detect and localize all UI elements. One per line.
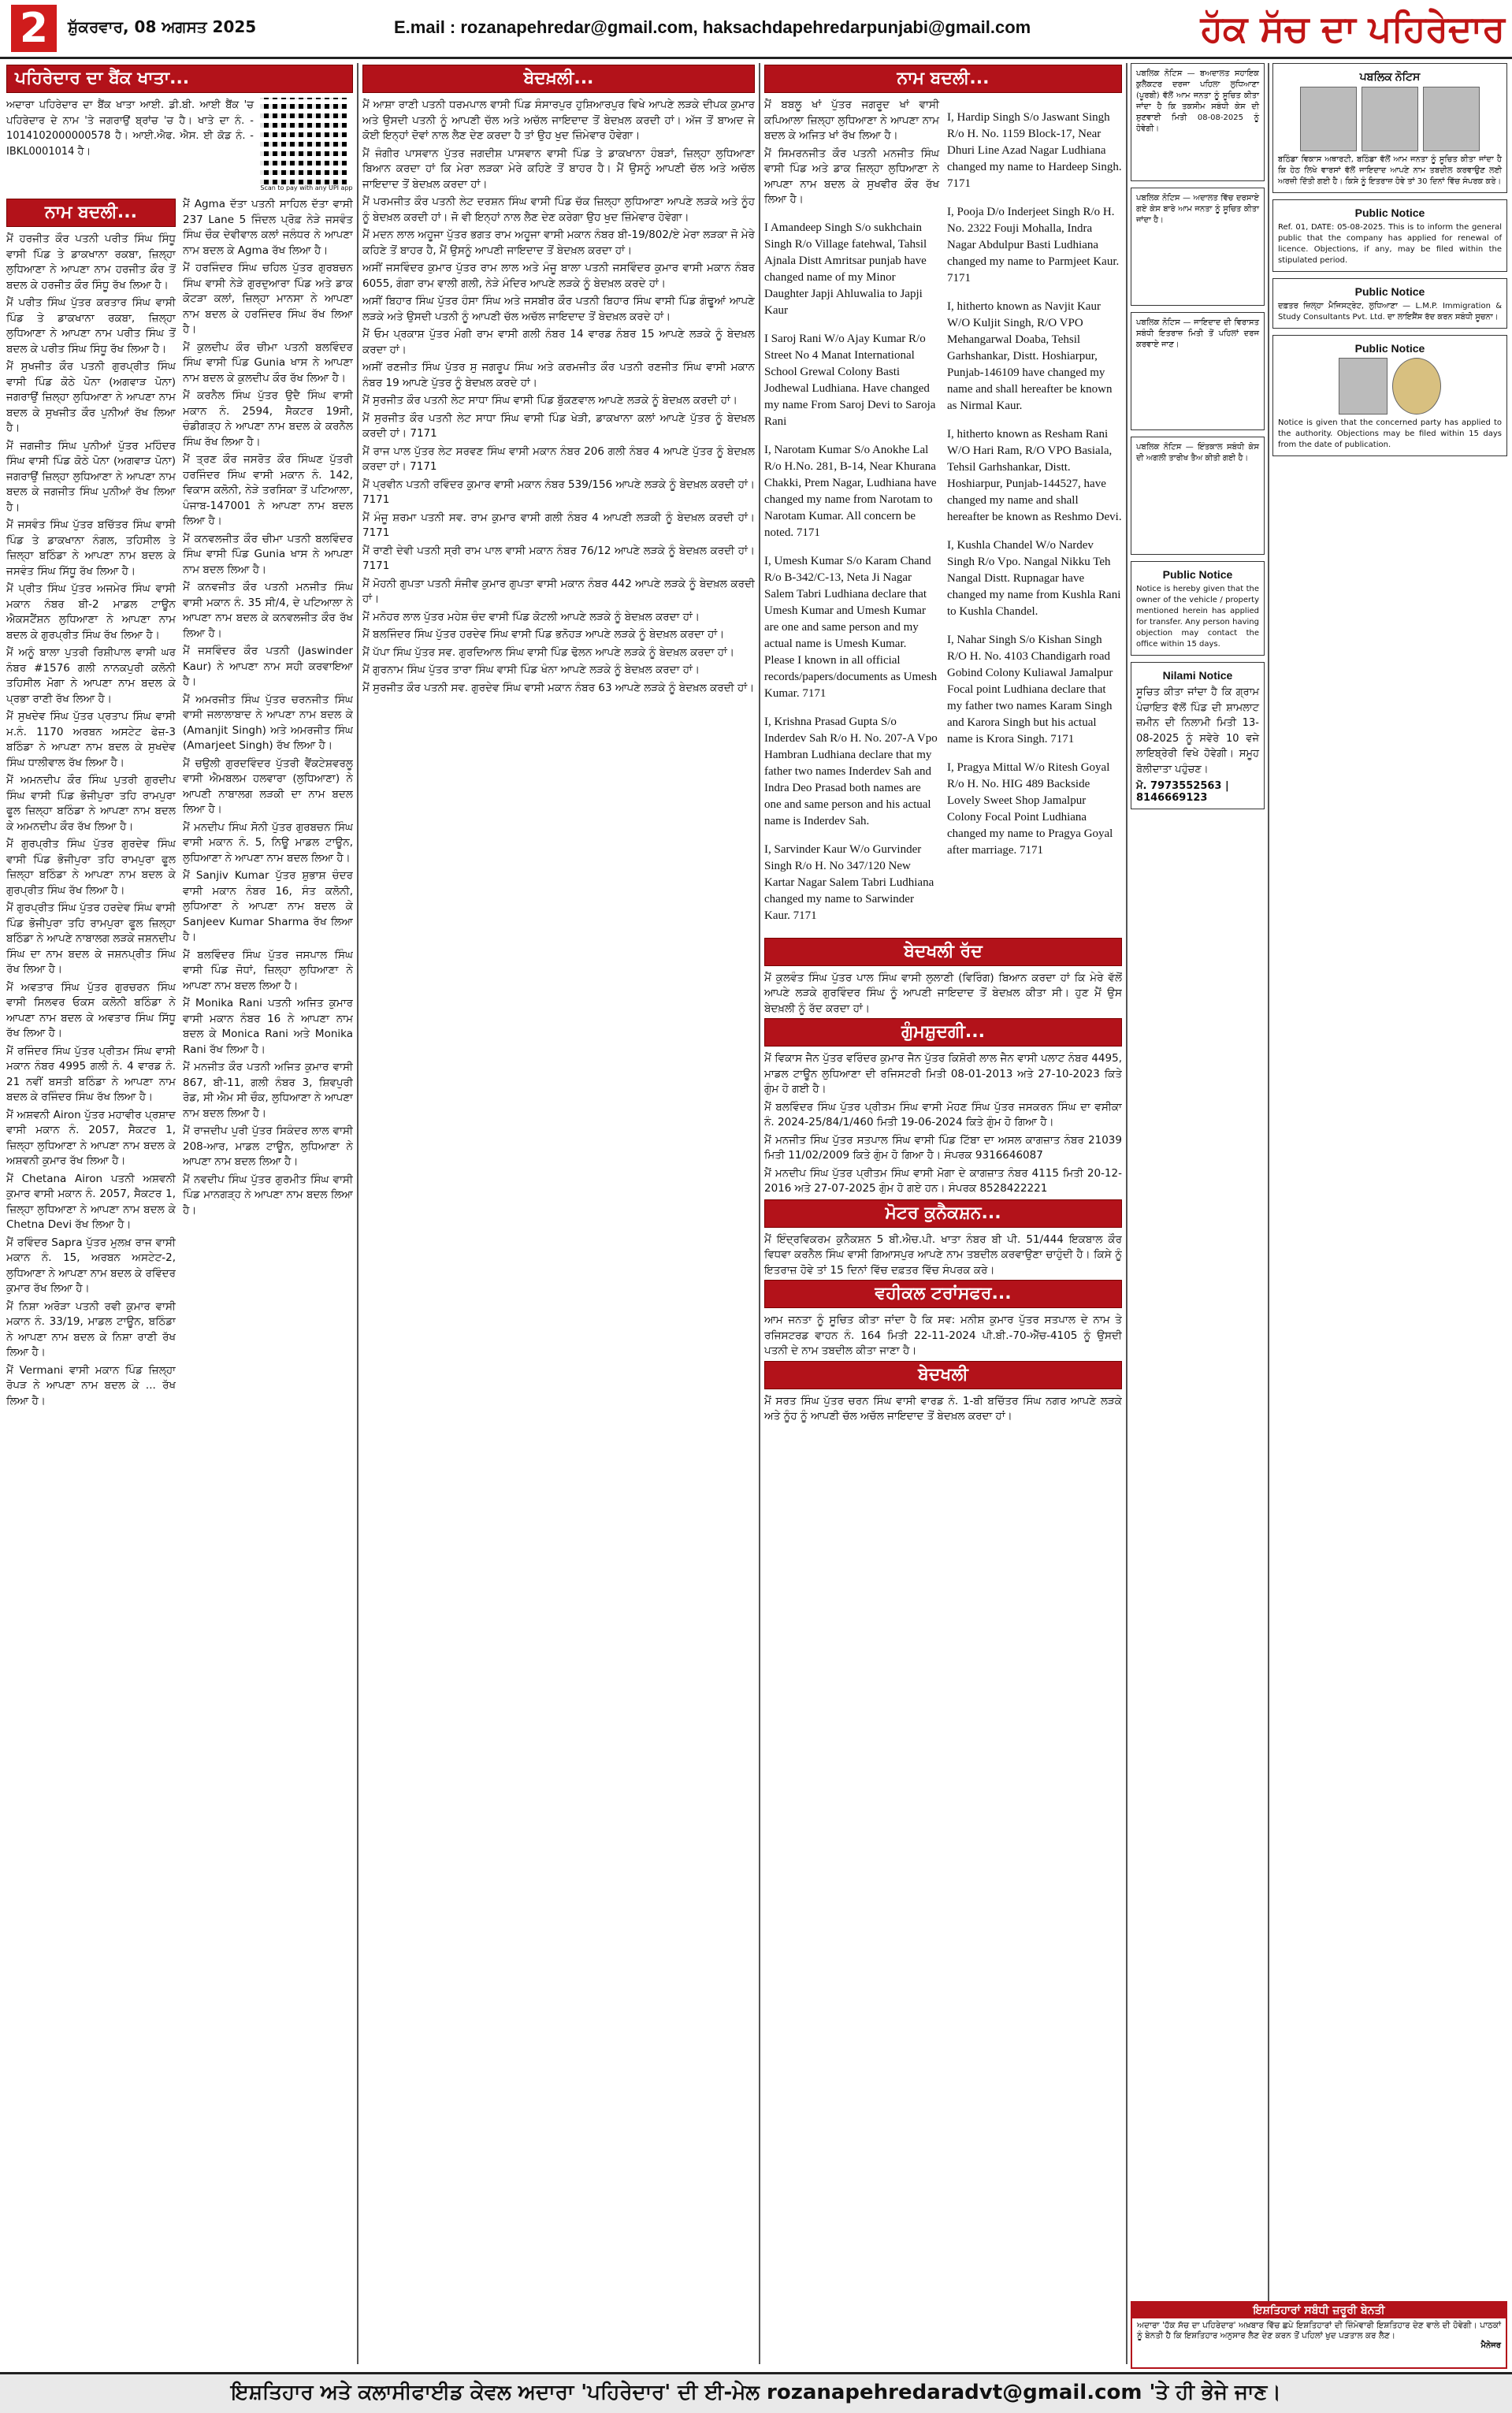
column-1 (6, 197, 176, 2364)
col5-notices (1131, 63, 1265, 555)
list-item: ਮੈਂ ਜਗਜੀਤ ਸਿੰਘ ਪੁਨੀਆਂ ਪੁੱਤਰ ਮਹਿੰਦਰ ਸਿੰਘ ਵਾਸੀ ਪਿੰਡ ਕੋਠੇ ਪੋਨਾ (ਅਗਵਾੜ ਪੋਨਾ) ਜਗਰਾਉਂ ਜ਼ਿਲ੍ਹਾ ਲੁਧਿਆਣਾ ਨੇ ਆਪਣਾ ਨਾਮ ਬਦਲ ਕੇ ਜਗਜੀਤ ਸਿੰਘ ਪੁਨੀਆਂ ਰੱਖ ਲਿਆ ਹੈ। (6, 439, 176, 514)
column-2 (183, 197, 353, 2364)
section-title-vehicle: ਵਹੀਕਲ ਟਰਾਂਸਫਰ... (764, 1280, 1122, 1308)
list-item: ਮੈਂ ਚਉਲੀ ਗੁਰਦਵਿੰਦਰ ਪੁੱਤਰੀ ਵੈਂਕਟੇਸ਼ਵਰਲੂ ਵਾਸੀ ਐਮਬਲਮ ਹਲਵਾਰਾ (ਲੁਧਿਆਣਾ) ਨੇ ਆਪਣੀ ਨਾਬਾਲਗ ਲੜਕੀ ਦਾ ਨਾਮ ਬਦਲ ਲਿਆ ਹੈ। (183, 757, 353, 816)
column-5 (1131, 63, 1265, 2364)
qr-caption: Scan to pay with any UPI app (260, 184, 353, 191)
list-item: ਮੈਂ ਮਨਜੀਤ ਕੌਰ ਪਤਨੀ ਅਜਿਤ ਕੁਮਾਰ ਵਾਸੀ 867, ਬੀ-11, ਗਲੀ ਨੰਬਰ 3, ਸ਼ਿਵਪੁਰੀ ਰੋਡ, ਸੀ ਐਮ ਸੀ ਚੌਕ, ਲੁਧਿਆਣਾ ਨੇ ਆਪਣਾ ਨਾਮ ਬਦਲ ਲਿਆ ਹੈ। (183, 1061, 353, 1120)
list-item: ਅਸੀਂ ਬਿਹਾਰ ਸਿੰਘ ਪੁੱਤਰ ਹੰਸਾ ਸਿੰਘ ਅਤੇ ਜਸਬੀਰ ਕੌਰ ਪਤਨੀ ਬਿਹਾਰ ਸਿੰਘ ਵਾਸੀ ਪਿੰਡ ਗੰਢੂਆਂ ਆਪਣੇ ਲੜਕੇ ਅਤੇ ਉਸਦੀ ਪਤਨੀ ਨੂੰ ਆਪਣੀ ਚੱਲ ਅਚੱਲ ਜਾਇਦਾਦ ਤੋਂ ਬੇਦਖ਼ਲ ਕਰਦੇ ਹਾਂ। (362, 295, 755, 323)
list-item: ਮੈਂ ਗੁਰਪ੍ਰੀਤ ਸਿੰਘ ਪੁੱਤਰ ਗੁਰਦੇਵ ਸਿੰਘ ਵਾਸੀ ਪਿੰਡ ਭੋਜੀਪੁਰਾ ਤਹਿ ਰਾਮਪੁਰਾ ਫੂਲ ਜ਼ਿਲ੍ਹਾ ਬਠਿੰਡਾ ਨੇ ਆਪਣਾ ਨਾਮ ਬਦਲ ਕੇ ਗੁਰਪ੍ਰੀਤ ਸਿੰਘ ਰੱਖ ਲਿਆ ਹੈ। (6, 838, 176, 897)
list-item: ਮੈਂ ਮਦਨ ਲਾਲ ਅਹੂਜਾ ਪੁੱਤਰ ਭਗਤ ਰਾਮ ਅਹੂਜਾ ਵਾਸੀ ਮਕਾਨ ਨੰਬਰ ਬੀ-19/802/ਏ ਮੇਰਾ ਲੜਕਾ ਜੋ ਮੇਰੇ ਕਹਿਣੇ ਤੋਂ ਬਾਹਰ ਹੈ, ਮੈਂ ਉਸਨੂੰ ਆਪਣੀ ਜਾਇਦਾਦ ਤੋਂ ਬੇਦਖ਼ਲ ਕਰਦਾ ਹਾਂ। (362, 229, 755, 257)
list-item: ਮੈਂ ਅਮਨਦੀਪ ਕੌਰ ਸਿੰਘ ਪੁਤਰੀ ਗੁਰਦੀਪ ਸਿੰਘ ਵਾਸੀ ਪਿੰਡ ਭੋਜੀਪੁਰਾ ਤਹਿ ਰਾਮਪੁਰਾ ਫੂਲ ਜ਼ਿਲ੍ਹਾ ਬਠਿੰਡਾ ਨੇ ਆਪਣਾ ਨਾਮ ਬਦਲ ਕੇ ਅਮਨਦੀਪ ਕੌਰ ਰੱਖ ਲਿਆ ਹੈ। (6, 774, 176, 833)
bank-box (6, 98, 353, 191)
portrait-photo (1362, 87, 1418, 151)
list-item: ਮੈਂ ਰਾਣੀ ਦੇਵੀ ਪਤਨੀ ਸ੍ਰੀ ਰਾਮ ਪਾਲ ਵਾਸੀ ਮਕਾਨ ਨੰਬਰ 76/12 ਆਪਣੇ ਲੜਕੇ ਨੂੰ ਬੇਦਖ਼ਲ ਕਰਦੀ ਹਾਂ। 7171 (362, 544, 755, 572)
section-title-bedakhli-2: ਬੇਦਖਲੀ (764, 1361, 1122, 1389)
list-item: ਮੈਂ ਓਮ ਪ੍ਰਕਾਸ਼ ਪੁੱਤਰ ਮੰਗੀ ਰਾਮ ਵਾਸੀ ਗਲੀ ਨੰਬਰ 14 ਵਾਰਡ ਨੰਬਰ 15 ਆਪਣੇ ਲੜਕੇ ਨੂੰ ਬੇਦਖ਼ਲ ਕਰਦਾ ਹਾਂ। (362, 328, 755, 356)
ad-banner-body: ਅਦਾਰਾ 'ਹੱਕ ਸੱਚ ਦਾ ਪਹਿਰੇਦਾਰ' ਅਖ਼ਬਾਰ ਵਿੱਚ ਛਪੇ ਇਸ਼ਤਿਹਾਰਾਂ ਦੀ ਜ਼ਿੰਮੇਵਾਰੀ ਇਸ਼ਤਿਹਾਰ ਦੇਣ ਵਾਲੇ ਦੀ ਹੋਵੇਗੀ। ਪਾਠਕਾਂ ਨੂੰ ਬੇਨਤੀ ਹੈ ਕਿ ਇਸ਼ਤਿਹਾਰ ਅਨੁਸਾਰ ਲੈਣ ਦੇਣ ਕਰਨ ਤੋਂ ਪਹਿਲਾਂ ਖੁਦ ਪੜਤਾਲ ਕਰ ਲੈਣ। (1137, 2321, 1501, 2340)
list-item: I, Pragya Mittal W/o Ritesh Goyal R/o H. No. HIG 489 Backside Lovely Sweet Shop Jamalpur Colony Focal Point Ludhiana changed my name to Pragya Goyal after marriage. 7171 (947, 761, 1113, 857)
portrait-photo (1339, 358, 1388, 415)
list-item: ਮੈਂ ਗੁਰਨਾਮ ਸਿੰਘ ਪੁੱਤਰ ਤਾਰਾ ਸਿੰਘ ਵਾਸੀ ਪਿੰਡ ਖੰਨਾ ਆਪਣੇ ਲੜਕੇ ਨੂੰ ਬੇਦਖ਼ਲ ਕਰਦਾ ਹਾਂ। (362, 664, 700, 676)
section-title-bedakhli: ਬੇਦਖ਼ਲੀ... (362, 65, 755, 93)
list-item: I, Sarvinder Kaur W/o Gurvinder Singh R/o H. No 347/120 New Kartar Nagar Salem Tabri Ludhiana changed my name to Sarwinder Kaur. 7171 (764, 842, 934, 922)
ad-banner-sign: ਮੈਨੇਜਰ (1480, 2341, 1501, 2350)
bank-body: ਅਦਾਰਾ ਪਹਿਰੇਦਾਰ ਦਾ ਬੈਂਕ ਖਾਤਾ ਆਈ. ਡੀ.ਬੀ. ਆਈ ਬੈਂਕ 'ਚ ਪਹਿਰੇਦਾਰ ਦੇ ਨਾਮ 'ਤੇ ਜਗਰਾਉਂ ਬ੍ਰਾਂਚ 'ਚ ਹੈ। ਖਾਤੇ ਦਾ ਨੰ. - 1014102000000578 ਹੈ। ਆਈ.ਐਫ. ਐਸ. ਈ ਕੋਡ ਨੰ. - IBKL0001014 ਹੈ। (6, 99, 254, 158)
column-4 (764, 63, 1122, 2364)
section-title-motor: ਮੋਟਰ ਕੁਨੈਕਸ਼ਨ... (764, 1199, 1122, 1228)
list-item: ਮੈਂ ਪੱਪਾ ਸਿੰਘ ਪੁੱਤਰ ਸਵ. ਗੁਰਦਿਆਲ ਸਿੰਘ ਵਾਸੀ ਪਿੰਡ ਢੋਲਨ ਆਪਣੇ ਲੜਕੇ ਨੂੰ ਬੇਦਖ਼ਲ ਕਰਦਾ ਹਾਂ। (362, 645, 734, 659)
list-item: I, Hardip Singh S/o Jaswant Singh R/o H. No. 1159 Block-17, Near Dhuri Line Azad Nagar Ludhiana changed my name to Hardeep Singh. 7171 (947, 111, 1122, 190)
list-item: ਮੈਂ ਜਸਵੰਤ ਸਿੰਘ ਪੁੱਤਰ ਬਚਿੱਤਰ ਸਿੰਘ ਵਾਸੀ ਪਿੰਡ ਤੇ ਡਾਕਖਾਨਾ ਨੰਗਲ, ਤਹਿਸੀਲ ਤੇ ਜ਼ਿਲ੍ਹਾ ਬਠਿੰਡਾ ਨੇ ਆਪਣਾ ਨਾਮ ਬਦਲ ਕੇ ਜਸਵੰਤ ਸਿੰਘ ਸਿੱਧੂ ਰੱਖ ਲਿਆ ਹੈ। (6, 519, 176, 578)
list-item: ਮੈਂ ਸੁਖਦੇਵ ਸਿੰਘ ਪੁੱਤਰ ਪ੍ਰਤਾਪ ਸਿੰਘ ਵਾਸੀ ਮ.ਨੰ. 1170 ਅਰਬਨ ਅਸਟੇਟ ਫੇਜ਼-3 ਬਠਿੰਡਾ ਨੇ ਆਪਣਾ ਨਾਮ ਬਦਲ ਕੇ ਸੁਖਦੇਵ ਸਿੰਘ ਧਾਲੀਵਾਲ ਰੱਖ ਲਿਆ ਹੈ। (6, 710, 176, 769)
list-item: I, Kushla Chandel W/o Nardev Singh R/o Vpo. Nangal Nikku Teh Nangal Distt. Rupnagar have changed my name from Kushla Rani to Kushla Chandel. (947, 539, 1121, 618)
list-item: ਮੈਂ ਕਰਨੈਲ ਸਿੰਘ ਪੁੱਤਰ ਉਦੈ ਸਿੰਘ ਵਾਸੀ ਮਕਾਨ ਨੰ. 2594, ਸੈਕਟਰ 19ਸੀ, ਚੰਡੀਗੜ੍ਹ ਨੇ ਆਪਣਾ ਨਾਮ ਬਦਲ ਕੇ ਕਰਨੈਲ ਸਿੰਘ ਰੱਖ ਲਿਆ ਹੈ। (183, 389, 353, 448)
section-title-name-change-2: ਨਾਮ ਬਦਲੀ... (764, 65, 1122, 93)
list-item: ਮੈਂ ਬਲਜਿੰਦਰ ਸਿੰਘ ਪੁੱਤਰ ਹਰਦੇਵ ਸਿੰਘ ਵਾਸੀ ਪਿੰਡ ਭਨੋਹੜ ਆਪਣੇ ਲੜਕੇ ਨੂੰ ਬੇਦਖ਼ਲ ਕਰਦਾ ਹਾਂ। (362, 628, 725, 641)
list-item: ਮੈਂ ਪਰਮਜੀਤ ਕੌਰ ਪਤਨੀ ਲੇਟ ਦਰਸ਼ਨ ਸਿੰਘ ਵਾਸੀ ਪਿੰਡ ਚੱਕ ਜ਼ਿਲ੍ਹਾ ਲੁਧਿਆਣਾ ਆਪਣੇ ਲੜਕੇ ਅਤੇ ਨੂੰਹ ਨੂੰ ਬੇਦਖ਼ਲ ਕਰਦੀ ਹਾਂ। ਜੋ ਵੀ ਇਨ੍ਹਾਂ ਨਾਲ ਲੈਣ ਦੇਣ ਕਰੇਗਾ ਉਹ ਖੁਦ ਜ਼ਿੰਮੇਵਾਰ ਹੋਵੇਗਾ। (362, 195, 755, 224)
list-item: ਮੈਂ ਪ੍ਰਵੀਨ ਪਤਨੀ ਰਵਿੰਦਰ ਕੁਮਾਰ ਵਾਸੀ ਮਕਾਨ ਨੰਬਰ 539/156 ਆਪਣੇ ਲੜਕੇ ਨੂੰ ਬੇਦਖ਼ਲ ਕਰਦੀ ਹਾਂ। 7171 (362, 478, 755, 506)
list-item: ਮੈਂ ਅਨੂੰ ਬਾਲਾ ਪੁਤਰੀ ਰਿਸ਼ੀਪਾਲ ਵਾਸੀ ਘਰ ਨੰਬਰ #1576 ਗਲੀ ਨਾਨਕਪੁਰੀ ਕਲੋਨੀ ਤਹਿਸੀਲ ਮੋਗਾ ਨੇ ਆਪਣਾ ਨਾਮ ਬਦਲ ਕੇ ਪ੍ਰਭਾ ਰਾਣੀ ਰੱਖ ਲਿਆ ਹੈ। (6, 646, 176, 705)
list-item: ਮੈਂ ਅਵਤਾਰ ਸਿੰਘ ਪੁੱਤਰ ਗੁਰਚਰਨ ਸਿੰਘ ਵਾਸੀ ਸਿਲਵਰ ਓਕਸ ਕਲੋਨੀ ਬਠਿੰਡਾ ਨੇ ਆਪਣਾ ਨਾਮ ਬਦਲ ਕੇ ਅਵਤਾਰ ਸਿੰਘ ਸਿੱਧੂ ਰੱਖ ਲਿਆ ਹੈ। (6, 980, 176, 1039)
ad-request-banner (1131, 2301, 1507, 2369)
list-item: ਮੈਂ ਮੰਜੂ ਸ਼ਰਮਾ ਪਤਨੀ ਸਵ. ਰਾਮ ਕੁਮਾਰ ਵਾਸੀ ਗਲੀ ਨੰਬਰ 4 ਆਪਣੀ ਲੜਕੀ ਨੂੰ ਬੇਦਖ਼ਲ ਕਰਦੀ ਹਾਂ। 7171 (362, 511, 755, 539)
nilami-contact: ਮੋ. 7973552563 | 8146669123 (1136, 780, 1229, 804)
notice-box-2 (1272, 199, 1507, 272)
bedakhli-radd-text: ਮੈਂ ਕੁਲਵੰਤ ਸਿੰਘ ਪੁੱਤਰ ਪਾਲ ਸਿੰਘ ਵਾਸੀ ਲੁਲਾਣੀ (ਵਿਰਿੰਗ) ਬਿਆਨ ਕਰਦਾ ਹਾਂ ਕਿ ਮੇਰੇ ਵੱਲੋਂ ਆਪਣੇ ਲੜਕੇ ਗੁਰਵਿੰਦਰ ਸਿੰਘ ਨੂੰ ਆਪਣੀ ਜਾਇਦਾਦ ਤੋਂ ਬੇਦਖ਼ਲ ਕੀਤਾ ਸੀ। ਹੁਣ ਮੈਂ ਉਸ ਬੇਦਖ਼ਲੀ ਨੂੰ ਰੱਦ ਕਰਦਾ ਹਾਂ। (764, 971, 1122, 1015)
list-item: I Saroj Rani W/o Ajay Kumar R/o Street No 4 Manat International School Grewal Colony Basti Jodhewal Ludhiana. Have changed my name From Saroj Devi to Saroja Rani (764, 332, 936, 428)
col2-list (183, 197, 353, 1218)
list-item: ਮੈਂ ਕਨਵਲਜੀਤ ਕੌਰ ਚੀਮਾ ਪਤਨੀ ਬਲਵਿੰਦਰ ਸਿੰਘ ਵਾਸੀ ਪਿੰਡ Gunia ਖਾਸ ਨੇ ਆਪਣਾ ਨਾਮ ਬਦਲ ਲਿਆ ਹੈ। (183, 532, 353, 576)
gumshudgi-list (764, 1051, 1122, 1197)
list-item: ਮੈਂ ਆਸ਼ਾ ਰਾਣੀ ਪਤਨੀ ਧਰਮਪਾਲ ਵਾਸੀ ਪਿੰਡ ਸੰਸਾਰਪੁਰ ਹੁਸ਼ਿਆਰਪੁਰ ਵਿਖੇ ਆਪਣੇ ਲੜਕੇ ਦੀਪਕ ਕੁਮਾਰ ਅਤੇ ਉਸਦੀ ਪਤਨੀ ਨੂੰ ਆਪਣੀ ਚੱਲ ਅਤੇ ਅਚੱਲ ਜਾਇਦਾਦ ਤੋਂ ਬੇਦਖ਼ਲ ਕਰਦੀ ਹਾਂ। ਅੱਜ ਤੋਂ ਬਾਅਦ ਜੇ ਕੋਈ ਇਨ੍ਹਾਂ ਦੋਵਾਂ ਨਾਲ ਲੈਣ ਦੇਣ ਕਰਦਾ ਹੈ ਤਾਂ ਉਹ ਖੁਦ ਜ਼ਿੰਮੇਵਾਰ ਹੋਵੇਗਾ। (362, 99, 755, 142)
list-item: ਮੈਂ ਸੁਖਜੀਤ ਕੌਰ ਪਤਨੀ ਗੁਰਪ੍ਰੀਤ ਸਿੰਘ ਵਾਸੀ ਪਿੰਡ ਕੋਠੇ ਪੋਨਾ (ਅਗਵਾੜ ਪੋਨਾ) ਜਗਰਾਉਂ ਜ਼ਿਲ੍ਹਾ ਲੁਧਿਆਣਾ ਨੇ ਆਪਣਾ ਨਾਮ ਬਦਲ ਕੇ ਸੁਖਜੀਤ ਕੌਰ ਪੁਨੀਆਂ ਰੱਖ ਲਿਆ ਹੈ। (6, 360, 176, 434)
col4-english-list-2 (947, 110, 1122, 859)
notice2-body: Ref. 01, DATE: 05-08-2025. This is to inform the general public that the company has applied for renewal of licence. Objections, if any, may be filed within the stipulated period. (1278, 223, 1502, 265)
list-item: I, hitherto known as Navjit Kaur W/O Kuljit Singh, R/O VPO Mehangarwal Doaba, Tehsil Garhshankar, Distt. Hoshiarpur, Punjab-146109 have changed my name and shall hereafter be known as Nirmal Kaur. (947, 300, 1113, 412)
list-item: I, Krishna Prasad Gupta S/o Inderdev Sah R/o H. No. 207-A Vpo Hambran Ludhiana declare that my father two names Inderdev Sah and Indra Deo Prasad both names are one and same person and his actual name is Inderdev Sah. (764, 715, 938, 827)
list-item: ਮੈਂ ਬਲਵਿੰਦਰ ਸਿੰਘ ਪੁੱਤਰ ਜਸਪਾਲ ਸਿੰਘ ਵਾਸੀ ਪਿੰਡ ਜੋਧਾਂ, ਜ਼ਿਲ੍ਹਾ ਲੁਧਿਆਣਾ ਨੇ ਆਪਣਾ ਨਾਮ ਬਦਲ ਲਿਆ ਹੈ। (183, 948, 353, 992)
list-item: ਮੈਂ ਮਨਦੀਪ ਸਿੰਘ ਪੁੱਤਰ ਪ੍ਰੀਤਮ ਸਿੰਘ ਵਾਸੀ ਮੋਗਾ ਦੇ ਕਾਗਜ਼ਾਤ ਨੰਬਰ 4115 ਮਿਤੀ 20-12-2016 ਅਤੇ 27-07-2025 ਗੁੰਮ ਹੋ ਗਏ ਹਨ। ਸੰਪਰਕ 8528422221 (764, 1166, 1122, 1195)
notice1-title: ਪਬਲਿਕ ਨੋਟਿਸ (1359, 70, 1421, 83)
list-item: ਮੈਂ Monika Rani ਪਤਨੀ ਅਜਿਤ ਕੁਮਾਰ ਵਾਸੀ ਮਕਾਨ ਨੰਬਰ 16 ਨੇ ਆਪਣਾ ਨਾਮ ਬਦਲ ਕੇ Monica Rani ਅਤੇ Monika Rani ਰੱਖ ਲਿਆ ਹੈ। (183, 997, 353, 1056)
list-item: ਮੈਂ ਨਿਸ਼ਾ ਅਰੋੜਾ ਪਤਨੀ ਰਵੀ ਕੁਮਾਰ ਵਾਸੀ ਮਕਾਨ ਨੰ. 33/19, ਮਾਡਲ ਟਾਊਨ, ਬਠਿੰਡਾ ਨੇ ਆਪਣਾ ਨਾਮ ਬਦਲ ਕੇ ਨਿਸ਼ਾ ਰਾਣੀ ਰੱਖ ਲਿਆ ਹੈ। (6, 1299, 176, 1359)
list-item: I, Narotam Kumar S/o Anokhe Lal R/o H.No. 281, B-14, Near Khurana Chakki, Prem Nagar, Ludhiana have changed my name from Narotam to Narotam Kumar. All concern be noted. 7171 (764, 443, 937, 539)
list-item: ਮੈਂ ਸੁਰਜੀਤ ਕੌਰ ਪਤਨੀ ਲੇਟ ਸਾਧਾ ਸਿੰਘ ਵਾਸੀ ਪਿੰਡ ਖੇੜੀ, ਡਾਕਖਾਨਾ ਕਲਾਂ ਆਪਣੇ ਪੁੱਤਰ ਨੂੰ ਬੇਦਖ਼ਲ ਕਰਦੀ ਹਾਂ। 7171 (362, 411, 755, 440)
list-item: I, hitherto known as Resham Rani W/O Hari Ram, R/O VPO Basiala, Tehsil Garhshankar, Distt. Hoshiarpur, Punjab-144527, have changed my name and shall hereafter be known as Reshmo Devi. (947, 428, 1122, 523)
vehicle-text: ਆਮ ਜਨਤਾ ਨੂੰ ਸੂਚਿਤ ਕੀਤਾ ਜਾਂਦਾ ਹੈ ਕਿ ਸਵ: ਮਨੀਸ਼ ਕੁਮਾਰ ਪੁੱਤਰ ਸਤਪਾਲ ਦੇ ਨਾਮ ਤੇ ਰਜਿਸਟਰਡ ਵਾਹਨ ਨੰ. 164 ਮਿਤੀ 22-11-2024 ਪੀ.ਬੀ.-70-ਐੱਚ-4105 ਨੂੰ ਉਸਦੀ ਪਤਨੀ ਦੇ ਨਾਮ ਤਬਦੀਲ ਕੀਤਾ ਜਾਣਾ ਹੈ। (764, 1314, 1122, 1357)
list-item: ਮੈਂ ਕੁਲਦੀਪ ਕੌਰ ਚੀਮਾ ਪਤਨੀ ਬਲਵਿੰਦਰ ਸਿੰਘ ਵਾਸੀ ਪਿੰਡ Gunia ਖਾਸ ਨੇ ਆਪਣਾ ਨਾਮ ਬਦਲ ਕੇ ਕੁਲਦੀਪ ਕੌਰ ਰੱਖ ਲਿਆ ਹੈ। (183, 340, 353, 385)
list-item: I, Umesh Kumar S/o Karam Chand R/o B-342/C-13, Neta Ji Nagar Salem Tabri Ludhiana declare that Umesh Kumar and Umesh Kumar are one and same person and my actual name is Umesh Kumar. Please I known in all official records/papers/documents as Umesh Kumar. 7171 (764, 554, 938, 700)
list-item: ਮੈਂ Sanjiv Kumar ਪੁੱਤਰ ਸ਼ੁਭਾਸ਼ ਚੰਦਰ ਵਾਸੀ ਮਕਾਨ ਨੰਬਰ 16, ਸੰਤ ਕਲੋਨੀ, ਲੁਧਿਆਣਾ ਨੇ ਆਪਣਾ ਨਾਮ ਬਦਲ ਕੇ Sanjeev Kumar Sharma ਰੱਖ ਲਿਆ ਹੈ। (183, 869, 353, 943)
court-notice: ਪਬਲਿਕ ਨੋਟਿਸ — ਜਾਇਦਾਦ ਦੀ ਵਿਰਾਸਤ ਸਬੰਧੀ ਇਤਰਾਜ਼ ਮਿਤੀ ਤੋਂ ਪਹਿਲਾਂ ਦਰਜ ਕਰਵਾਏ ਜਾਣ। (1131, 312, 1265, 430)
notice4-title: Public Notice (1354, 342, 1425, 355)
list-item: I, Nahar Singh S/o Kishan Singh R/O H. No. 4103 Chandigarh road Gobind Colony Kuliawal Jamalpur Focal point Ludhiana declare that my father two names Karam Singh and Karora Singh but his actual name is Krora Singh. 7171 (947, 634, 1113, 745)
list-item: ਮੈਂ ਸੁਰਜੀਤ ਕੌਰ ਪਤਨੀ ਸਵ. ਗੁਰਦੇਵ ਸਿੰਘ ਵਾਸੀ ਮਕਾਨ ਨੰਬਰ 63 ਆਪਣੇ ਲੜਕੇ ਨੂੰ ਬੇਦਖ਼ਲ ਕਰਦੀ ਹਾਂ। (362, 681, 755, 694)
public-notice-title: Public Notice (1162, 568, 1233, 581)
list-item: ਮੈਂ ਜਸਵਿੰਦਰ ਕੌਰ ਪਤਨੀ (Jaswinder Kaur) ਨੇ ਆਪਣਾ ਨਾਮ ਸਹੀ ਕਰਵਾਇਆ ਹੈ। (183, 645, 353, 688)
col1-list (6, 232, 176, 1409)
list-item: ਮੈਂ ਮਨੋਹਰ ਲਾਲ ਪੁੱਤਰ ਮਹੇਸ਼ ਚੰਦ ਵਾਸੀ ਪਿੰਡ ਕੋਟਲੀ ਆਪਣੇ ਲੜਕੇ ਨੂੰ ਬੇਦਖ਼ਲ ਕਰਦਾ ਹਾਂ। (362, 610, 700, 623)
col4-english-list (764, 220, 939, 924)
list-item: ਮੈਂ ਜੰਗੀਰ ਪਾਸਵਾਨ ਪੁੱਤਰ ਜਗਦੀਸ਼ ਪਾਸਵਾਨ ਵਾਸੀ ਪਿੰਡ ਤੇ ਡਾਕਖਾਨਾ ਹੰਬੜਾਂ, ਜ਼ਿਲ੍ਹਾ ਲੁਧਿਆਣਾ ਬਿਆਨ ਕਰਦਾ ਹਾਂ ਕਿ ਮੇਰਾ ਲੜਕਾ ਮੇਰੇ ਕਹਿਣੇ ਤੋਂ ਬਾਹਰ ਹੈ। ਮੈਂ ਉਸਨੂੰ ਆਪਣੀ ਚੱਲ ਅਤੇ ਅਚੱਲ ਜਾਇਦਾਦ ਤੋਂ ਬੇਦਖ਼ਲ ਕਰਦਾ ਹਾਂ। (362, 147, 755, 191)
list-item: ਮੈਂ ਰਜਿੰਦਰ ਸਿੰਘ ਪੁੱਤਰ ਪ੍ਰੀਤਮ ਸਿੰਘ ਵਾਸੀ ਮਕਾਨ ਨੰਬਰ 4995 ਗਲੀ ਨੰ. 4 ਵਾਰਡ ਨੰ. 21 ਨਵੀਂ ਬਸਤੀ ਬਠਿੰਡਾ ਨੇ ਆਪਣਾ ਨਾਮ ਬਦਲ ਕੇ ਰਜਿੰਦਰ ਸਿੰਘ ਰੱਖ ਲਿਆ ਹੈ। (6, 1044, 176, 1103)
list-item: ਮੈਂ ਗੁਰਪ੍ਰੀਤ ਸਿੰਘ ਪੁੱਤਰ ਹਰਦੇਵ ਸਿੰਘ ਵਾਸੀ ਪਿੰਡ ਭੋਜੀਪੁਰਾ ਤਹਿ ਰਾਮਪੁਰਾ ਫੂਲ ਜ਼ਿਲ੍ਹਾ ਬਠਿੰਡਾ ਨੇ ਆਪਣੇ ਨਾਬਾਲਗ ਲੜਕੇ ਜਸ਼ਨਦੀਪ ਸਿੰਘ ਦਾ ਨਾਮ ਬਦਲ ਕੇ ਜਸ਼ਨਪ੍ਰੀਤ ਸਿੰਘ ਰੱਖ ਲਿਆ ਹੈ। (6, 902, 176, 976)
notice4-body: Notice is given that the concerned party has applied to the authority. Objections may be filed within 15 days from the date of publication. (1278, 418, 1502, 449)
portrait-photo (1300, 87, 1357, 151)
list-item: ਮੈਂ ਬਲਵਿੰਦਰ ਸਿੰਘ ਪੁੱਤਰ ਪ੍ਰੀਤਮ ਸਿੰਘ ਵਾਸੀ ਮੋਹਣ ਸਿੰਘ ਪੁੱਤਰ ਜਸਕਰਨ ਸਿੰਘ ਦਾ ਵਸੀਕਾ ਨੰ. 2024-25/84/1/460 ਮਿਤੀ 19-06-2024 ਕਿਤੇ ਗੁੰਮ ਹੋ ਗਿਆ ਹੈ। (764, 1100, 1122, 1128)
portrait-photo (1423, 87, 1480, 151)
public-notice-box (1131, 561, 1265, 656)
list-item: ਮੈਂ Agma ਦੱਤਾ ਪਤਨੀ ਸਾਹਿਲ ਦੱਤਾ ਵਾਸੀ 237 Lane 5 ਜਿੰਦਲ ਪ੍ਰੋਫ਼ ਨੇੜੇ ਜਸਵੰਤ ਸਿੰਘ ਚੌਕ ਦੇਵੀਵਾਲ ਕਲਾਂ ਜਲੰਧਰ ਨੇ ਆਪਣਾ ਨਾਮ ਬਦਲ ਕੇ Agma ਰੱਖ ਲਿਆ ਹੈ। (183, 198, 353, 257)
notice3-title: Public Notice (1354, 285, 1425, 298)
motor-text: ਮੈਂ ਇੰਦ੍ਰਵਿਕਰਮ ਕੁਨੈਕਸ਼ਨ 5 ਬੀ.ਐਚ.ਪੀ. ਖਾਤਾ ਨੰਬਰ ਬੀ ਪੀ. 51/444 ਇਕਬਾਲ ਕੌਰ ਵਿਧਵਾ ਕਰਨੈਲ ਸਿੰਘ ਵਾਸੀ ਗਿਆਸਪੁਰ ਆਪਣੇ ਨਾਮ ਤਬਦੀਲ ਕਰਵਾਉਣਾ ਚਾਹੁੰਦੀ ਹੈ। ਕਿਸੇ ਨੂੰ ਇਤਰਾਜ਼ ਹੋਵੇ ਤਾਂ 15 ਦਿਨਾਂ ਵਿੱਚ ਦਫ਼ਤਰ ਵਿੱਚ ਸੰਪਰਕ ਕਰੇ। (764, 1233, 1122, 1277)
footer-strip: ਇਸ਼ਤਿਹਾਰ ਅਤੇ ਕਲਾਸੀਫਾਈਡ ਕੇਵਲ ਅਦਾਰਾ 'ਪਹਿਰੇਦਾਰ' ਦੀ ਈ-ਮੇਲ rozanapehredaradvt@gmail.com 'ਤੇ ਹੀ ਭੇਜੇ ਜਾਣ। (0, 2372, 1512, 2413)
list-item: ਮੈਂ Chetana Airon ਪਤਨੀ ਅਸ਼ਵਨੀ ਕੁਮਾਰ ਵਾਸੀ ਮਕਾਨ ਨੰ. 2057, ਸੈਕਟਰ 1, ਜ਼ਿਲ੍ਹਾ ਲੁਧਿਆਣਾ ਨੇ ਆਪਣਾ ਨਾਮ ਬਦਲ ਕੇ Chetna Devi ਰੱਖ ਲਿਆ ਹੈ। (6, 1172, 176, 1231)
notice1-body: ਬਠਿੰਡਾ ਵਿਕਾਸ ਅਥਾਰਟੀ, ਬਠਿੰਡਾ ਵੱਲੋਂ ਆਮ ਜਨਤਾ ਨੂੰ ਸੂਚਿਤ ਕੀਤਾ ਜਾਂਦਾ ਹੈ ਕਿ ਹੇਠ ਲਿਖੇ ਵਾਰਸਾਂ ਵੱਲੋਂ ਜਾਇਦਾਦ ਆਪਣੇ ਨਾਮ ਤਬਦੀਲ ਕਰਵਾਉਣ ਲਈ ਅਰਜ਼ੀ ਦਿੱਤੀ ਗਈ ਹੈ। ਕਿਸੇ ਨੂੰ ਇਤਰਾਜ਼ ਹੋਵੇ ਤਾਂ 30 ਦਿਨਾਂ ਵਿੱਚ ਸੰਪਰਕ ਕਰੇ। (1278, 155, 1502, 186)
column-divider (1126, 63, 1127, 2364)
photo-row (1278, 358, 1502, 415)
list-item: ਮੈਂ ਸਿਮਰਨਜੀਤ ਕੌਰ ਪਤਨੀ ਮਨਜੀਤ ਸਿੰਘ ਵਾਸੀ ਪਿੰਡ ਅਤੇ ਡਾਕ ਜ਼ਿਲ੍ਹਾ ਲੁਧਿਆਣਾ ਨੇ ਆਪਣਾ ਨਾਮ ਬਦਲ ਕੇ ਸੁਖਵੀਰ ਕੌਰ ਰੱਖ ਲਿਆ ਹੈ। (764, 147, 939, 206)
list-item: I Amandeep Singh S/o sukhchain Singh R/o Village fatehwal, Tahsil Ajnala Distt Amritsar punjab have changed name of my Minor Daughter Japji Ahluwalia to Japji Kaur (764, 221, 927, 317)
list-item: ਮੈਂ ਪਰੀਤ ਸਿੰਘ ਪੁੱਤਰ ਕਰਤਾਰ ਸਿੰਘ ਵਾਸੀ ਪਿੰਡ ਤੇ ਡਾਕਖਾਨਾ ਰਕਬਾ, ਜ਼ਿਲ੍ਹਾ ਲੁਧਿਆਣਾ ਨੇ ਆਪਣਾ ਨਾਮ ਪਰੀਤ ਸਿੰਘ ਤੋਂ ਬਦਲ ਕੇ ਪਰੀਤ ਸਿੰਘ ਸਿੰਧੂ ਰੱਖ ਲਿਆ ਹੈ। (6, 296, 176, 355)
column-divider (1268, 63, 1269, 2364)
list-item: ਮੈਂ ਕਨਵਜੀਤ ਕੌਰ ਪਤਨੀ ਮਨਜੀਤ ਸਿੰਘ ਵਾਸੀ ਮਕਾਨ ਨੰ. 35 ਸੀ/4, ਦੇ ਪਟਿਆਲਾ ਨੇ ਆਪਣਾ ਨਾਮ ਬਦਲ ਕੇ ਕਨਵਲਜੀਤ ਕੌਰ ਰੱਖ ਲਿਆ ਹੈ। (183, 581, 353, 640)
list-item: ਮੈਂ ਰਾਜ ਪਾਲ ਪੁੱਤਰ ਲੇਟ ਸਰਵਣ ਸਿੰਘ ਵਾਸੀ ਮਕਾਨ ਨੰਬਰ 206 ਗਲੀ ਨੰਬਰ 4 ਆਪਣੇ ਪੁੱਤਰ ਨੂੰ ਬੇਦਖ਼ਲ ਕਰਦਾ ਹਾਂ। 7171 (362, 444, 755, 473)
list-item: ਮੈਂ ਬਬਲੂ ਖਾਂ ਪੁੱਤਰ ਜਗਰੂਦ ਖਾਂ ਵਾਸੀ ਕਪਿਆਲਾ ਜ਼ਿਲ੍ਹਾ ਲੁਧਿਆਣਾ ਨੇ ਆਪਣਾ ਨਾਮ ਬਦਲ ਕੇ ਅਜਿਤ ਖਾਂ ਰੱਖ ਲਿਆ ਹੈ। (764, 99, 939, 142)
notice-box-3 (1272, 278, 1507, 329)
list-item: ਮੈਂ ਵਿਕਾਸ ਜੈਨ ਪੁੱਤਰ ਵਰਿੰਦਰ ਕੁਮਾਰ ਜੈਨ ਪੁੱਤਰ ਕਿਸ਼ੋਰੀ ਲਾਲ ਜੈਨ ਵਾਸੀ ਪਲਾਟ ਨੰਬਰ 4495, ਮਾਡਲ ਟਾਊਨ ਲੁਧਿਆਣਾ ਦੀ ਰਜਿਸਟਰੀ ਮਿਤੀ 08-01-2013 ਅਤੇ 27-10-2023 ਕਿਤੇ ਗੁੰਮ ਹੋ ਗਈ ਹੈ। (764, 1052, 1122, 1095)
list-item: ਮੈਂ ਪ੍ਰੀਤ ਸਿੰਘ ਪੁੱਤਰ ਅਜਮੇਰ ਸਿੰਘ ਵਾਸੀ ਮਕਾਨ ਨੰਬਰ ਬੀ-2 ਮਾਡਲ ਟਾਊਨ ਐਕਸਟੈਂਸ਼ਨ ਲੁਧਿਆਣਾ ਨੇ ਆਪਣਾ ਨਾਮ ਬਦਲ ਕੇ ਗੁਰਪ੍ਰੀਤ ਸਿੰਘ ਰੱਖ ਲਿਆ ਹੈ। (6, 582, 176, 641)
list-item: I, Pooja D/o Inderjeet Singh R/o H. No. 2322 Fouji Mohalla, Indra Nagar Abdulpur Basti Ludhiana changed my name to Parmjeet Kaur. 7171 (947, 206, 1120, 284)
list-item: ਮੈਂ ਅਮਰਜੀਤ ਸਿੰਘ ਪੁੱਤਰ ਚਰਨਜੀਤ ਸਿੰਘ ਵਾਸੀ ਜਲਾਲਾਬਾਦ ਨੇ ਆਪਣਾ ਨਾਮ ਬਦਲ ਕੇ (Amanjit Singh) ਅਤੇ ਅਮਰਜੀਤ ਸਿੰਘ (Amarjeet Singh) ਰੱਖ ਲਿਆ ਹੈ। (183, 693, 353, 752)
list-item: ਮੈਂ Vermani ਵਾਸੀ ਮਕਾਨ ਪਿੰਡ ਜ਼ਿਲ੍ਹਾ ਰੋਪੜ ਨੇ ਆਪਣਾ ਨਾਮ ਬਦਲ ਕੇ ... ਰੱਖ ਲਿਆ ਹੈ। (6, 1363, 176, 1407)
ad-banner-title: ਇਸ਼ਤਿਹਾਰਾਂ ਸਬੰਧੀ ਜ਼ਰੂਰੀ ਬੇਨਤੀ (1132, 2303, 1506, 2318)
column-divider (759, 63, 760, 2364)
court-notice: ਪਬਲਿਕ ਨੋਟਿਸ — ਬਅਦਾਲਤ ਸਹਾਇਕ ਕੁਲੈਕਟਰ ਦਰਜਾ ਪਹਿਲਾ ਲੁਧਿਆਣਾ (ਪੂਰਬੀ) ਵੱਲੋਂ ਆਮ ਜਨਤਾ ਨੂੰ ਸੂਚਿਤ ਕੀਤਾ ਜਾਂਦਾ ਹੈ ਕਿ ਤਕਸੀਮ ਸਬੰਧੀ ਕੇਸ ਦੀ ਸੁਣਵਾਈ ਮਿਤੀ 08-08-2025 ਨੂੰ ਹੋਵੇਗੀ। (1131, 63, 1265, 181)
section-title-name-change: ਨਾਮ ਬਦਲੀ... (6, 199, 176, 227)
list-item: ਮੈਂ ਮਨਜੀਤ ਸਿੰਘ ਪੁੱਤਰ ਸਤਪਾਲ ਸਿੰਘ ਵਾਸੀ ਪਿੰਡ ਟਿੱਬਾ ਦਾ ਅਸਲ ਕਾਗਜ਼ਾਤ ਨੰਬਰ 21039 ਮਿਤੀ 11/02/2009 ਕਿਤੇ ਗੁੰਮ ਹੋ ਗਿਆ ਹੈ। ਸੰਪਰਕ 9316646087 (764, 1133, 1122, 1162)
list-item: ਮੈਂ ਹਰਜੀਤ ਕੌਰ ਪਤਨੀ ਪਰੀਤ ਸਿੰਘ ਸਿੰਧੂ ਵਾਸੀ ਪਿੰਡ ਤੇ ਡਾਕਖਾਨਾ ਰਕਬਾ, ਜ਼ਿਲ੍ਹਾ ਲੁਧਿਆਣਾ ਨੇ ਆਪਣਾ ਨਾਮ ਹਰਜੀਤ ਕੌਰ ਤੋਂ ਬਦਲ ਕੇ ਹਰਜੀਤ ਕੌਰ ਸਿੰਧੂ ਰੱਖ ਲਿਆ ਹੈ। (6, 232, 176, 292)
col4-punjabi-list (764, 98, 939, 208)
bank-title: ਪਹਿਰੇਦਾਰ ਦਾ ਬੈਂਕ ਖਾਤਾ... (6, 65, 353, 93)
bedakhli2-text: ਮੈਂ ਸਰਤ ਸਿੰਘ ਪੁੱਤਰ ਚਰਨ ਸਿੰਘ ਵਾਸੀ ਵਾਰਡ ਨੰ. 1-ਬੀ ਬਚਿੱਤਰ ਸਿੰਘ ਨਗਰ ਆਪਣੇ ਲੜਕੇ ਅਤੇ ਨੂੰਹ ਨੂੰ ਆਪਣੀ ਚੱਲ ਅਚੱਲ ਜਾਇਦਾਦ ਤੋਂ ਬੇਦਖ਼ਲ ਕਰਦਾ ਹਾਂ। (764, 1394, 1122, 1422)
list-item: ਮੈਂ ਅਸ਼ਵਨੀ Airon ਪੁੱਤਰ ਮਹਾਵੀਰ ਪ੍ਰਸ਼ਾਦ ਵਾਸੀ ਮਕਾਨ ਨੰ. 2057, ਸੈਕਟਰ 1, ਜ਼ਿਲ੍ਹਾ ਲੁਧਿਆਣਾ ਨੇ ਆਪਣਾ ਨਾਮ ਬਦਲ ਕੇ ਅਸ਼ਵਨੀ ਕੁਮਾਰ ਰੱਖ ਲਿਆ ਹੈ। (6, 1108, 176, 1167)
list-item: ਅਸੀਂ ਜਸਵਿੰਦਰ ਕੁਮਾਰ ਪੁੱਤਰ ਰਾਮ ਲਾਲ ਅਤੇ ਮੰਜੂ ਬਾਲਾ ਪਤਨੀ ਜਸਵਿੰਦਰ ਕੁਮਾਰ ਵਾਸੀ ਮਕਾਨ ਨੰਬਰ 6055, ਗੰਗਾ ਰਾਮ ਵਾਲੀ ਗਲੀ, ਨੇੜੇ ਮੰਦਿਰ ਆਪਣੇ ਲੜਕੇ ਨੂੰ ਬੇਦਖ਼ਲ ਕਰਦੇ ਹਾਂ। (362, 262, 755, 290)
list-item: ਮੈਂ ਤ੍ਰਣ ਕੌਰ ਜਸਰੋਤ ਕੌਰ ਸਿੰਘਣ ਪੁੱਤਰੀ ਹਰਜਿੰਦਰ ਸਿੰਘ ਵਾਸੀ ਮਕਾਨ ਨੰ. 142, ਵਿਕਾਸ ਕਲੋਨੀ, ਨੇੜੇ ਤਰਸਿਕਾ ਤੋਂ ਪਟਿਆਲਾ, ਪੰਜਾਬ-147001 ਨੇ ਆਪਣਾ ਨਾਮ ਬਦਲ ਲਿਆ ਹੈ। (183, 453, 353, 527)
list-item: ਮੈਂ ਮਨਦੀਪ ਸਿੰਘ ਸੋਨੀ ਪੁੱਤਰ ਗੁਰਬਚਨ ਸਿੰਘ ਵਾਸੀ ਮਕਾਨ ਨੰ. 5, ਨਿਊ ਮਾਡਲ ਟਾਊਨ, ਲੁਧਿਆਣਾ ਨੇ ਆਪਣਾ ਨਾਮ ਬਦਲ ਲਿਆ ਹੈ। (183, 820, 353, 864)
header-email: E.mail : rozanapehredar@gmail.com, haksachdapehredarpunjabi@gmail.com (394, 17, 1031, 37)
issue-date: ਸ਼ੁੱਕਰਵਾਰ, 08 ਅਗਸਤ 2025 (68, 17, 257, 36)
notice-box-1 (1272, 63, 1507, 193)
public-notice-body: Notice is hereby given that the owner of the vehicle / property mentioned herein has applied for transfer. Any person having objection may contact the office within 15 days. (1136, 585, 1259, 649)
qr-code-icon[interactable] (260, 98, 347, 184)
photo-row (1278, 87, 1502, 151)
notice-box-4 (1272, 335, 1507, 456)
section-title-bedakhli-radd: ਬੇਦਖਲੀ ਰੱਦ (764, 938, 1122, 966)
column-3 (362, 63, 755, 2364)
notice2-title: Public Notice (1354, 206, 1425, 219)
list-item: ਮੈਂ ਰਵਿੰਦਰ Sapra ਪੁੱਤਰ ਮੁਲਖ਼ ਰਾਜ ਵਾਸੀ ਮਕਾਨ ਨੰ. 15, ਅਰਬਨ ਅਸਟੇਟ-2, ਲੁਧਿਆਣਾ ਨੇ ਆਪਣਾ ਨਾਮ ਬਦਲ ਕੇ ਰਵਿੰਦਰ ਕੁਮਾਰ ਰੱਖ ਲਿਆ ਹੈ। (6, 1236, 176, 1295)
list-item: ਮੈਂ ਨਵਦੀਪ ਸਿੰਘ ਪੁੱਤਰ ਗੁਰਮੀਤ ਸਿੰਘ ਵਾਸੀ ਪਿੰਡ ਮਾਨਗੜ੍ਹ ਨੇ ਆਪਣਾ ਨਾਮ ਬਦਲ ਲਿਆ ਹੈ। (183, 1173, 353, 1217)
col3-list (362, 98, 755, 696)
nilami-title: Nilami Notice (1162, 669, 1233, 682)
notice3-body: ਦਫ਼ਤਰ ਜ਼ਿਲ੍ਹਾ ਮੈਜਿਸਟ੍ਰੇਟ, ਲੁਧਿਆਣਾ — L.M.P. Immigration & Study Consultants Pvt. Ltd. ਦਾ ਲਾਇਸੈਂਸ ਰੱਦ ਕਰਨ ਸਬੰਧੀ ਸੂਚਨਾ। (1278, 302, 1502, 322)
list-item: ਮੈਂ ਹਰਜਿੰਦਰ ਸਿੰਘ ਚਹਿਲ ਪੁੱਤਰ ਗੁਰਬਚਨ ਸਿੰਘ ਵਾਸੀ ਨੇੜੇ ਗੁਰਦੁਆਰਾ ਪਿੰਡ ਅਤੇ ਡਾਕ ਕੋਟੜਾ ਕਲਾਂ, ਜ਼ਿਲ੍ਹਾ ਮਾਨਸਾ ਨੇ ਆਪਣਾ ਨਾਮ ਬਦਲ ਕੇ ਹਰਜਿੰਦਰ ਸਿੰਘ ਰੱਖ ਲਿਆ ਹੈ। (183, 262, 353, 336)
page-number: 2 (11, 5, 57, 52)
seal-icon (1392, 358, 1441, 415)
court-notice: ਪਬਲਿਕ ਨੋਟਿਸ — ਅਦਾਲਤ ਵਿੱਚ ਦਰਸਾਏ ਗਏ ਕੇਸ ਬਾਰੇ ਆਮ ਜਨਤਾ ਨੂੰ ਸੂਚਿਤ ਕੀਤਾ ਜਾਂਦਾ ਹੈ। (1131, 188, 1265, 306)
qr-block[interactable] (260, 98, 353, 191)
masthead-logo: ਹੱਕ ਸੱਚ ਦਾ ਪਹਿਰੇਦਾਰ (1200, 7, 1505, 50)
nilami-notice-box (1131, 662, 1265, 809)
nilami-body: ਸੂਚਿਤ ਕੀਤਾ ਜਾਂਦਾ ਹੈ ਕਿ ਗ੍ਰਾਮ ਪੰਚਾਇਤ ਵੱਲੋਂ ਪਿੰਡ ਦੀ ਸ਼ਾਮਲਾਟ ਜ਼ਮੀਨ ਦੀ ਨਿਲਾਮੀ ਮਿਤੀ 13-08-2025 ਨੂੰ ਸਵੇਰੇ 10 ਵਜੇ ਲਾਇਬ੍ਰੇਰੀ ਵਿਖੇ ਹੋਵੇਗੀ। ਸਮੂਹ ਬੋਲੀਦਾਤਾ ਪਹੁੰਚਣ। (1136, 686, 1259, 775)
column-divider (357, 63, 358, 2364)
column-6 (1272, 63, 1507, 2301)
list-item: ਮੈਂ ਮੋਹਨੀ ਗੁਪਤਾ ਪਤਨੀ ਸੰਜੀਵ ਕੁਮਾਰ ਗੁਪਤਾ ਵਾਸੀ ਮਕਾਨ ਨੰਬਰ 442 ਆਪਣੇ ਲੜਕੇ ਨੂੰ ਬੇਦਖ਼ਲ ਕਰਦੀ ਹਾਂ। (362, 577, 755, 605)
section-title-gumshudgi: ਗੁੰਮਸ਼ੁਦਗੀ... (764, 1018, 1122, 1047)
list-item: ਮੈਂ ਸੁਰਜੀਤ ਕੌਰ ਪਤਨੀ ਲੇਟ ਸਾਧਾ ਸਿੰਘ ਵਾਸੀ ਪਿੰਡ ਬੁੱਕਣਵਾਲ ਆਪਣੇ ਲੜਕੇ ਨੂੰ ਬੇਦਖ਼ਲ ਕਰਦੀ ਹਾਂ। (362, 394, 737, 407)
court-notice: ਪਬਲਿਕ ਨੋਟਿਸ — ਇੰਤਕਾਲ ਸਬੰਧੀ ਕੇਸ ਦੀ ਅਗਲੀ ਤਾਰੀਖ ਤੈਅ ਕੀਤੀ ਗਈ ਹੈ। (1131, 437, 1265, 555)
list-item: ਮੈਂ ਰਾਜਦੀਪ ਪੁਰੀ ਪੁੱਤਰ ਸਿਕੰਦਰ ਲਾਲ ਵਾਸੀ 208-ਆਰ, ਮਾਡਲ ਟਾਊਨ, ਲੁਧਿਆਣਾ ਨੇ ਆਪਣਾ ਨਾਮ ਬਦਲ ਲਿਆ ਹੈ। (183, 1125, 353, 1168)
list-item: ਅਸੀਂ ਰਣਜੀਤ ਸਿੰਘ ਪੁੱਤਰ ਸੁ ਜਗਰੂਪ ਸਿੰਘ ਅਤੇ ਕਰਮਜੀਤ ਕੌਰ ਪਤਨੀ ਰਣਜੀਤ ਸਿੰਘ ਵਾਸੀ ਮਕਾਨ ਨੰਬਰ 19 ਆਪਣੇ ਪੁੱਤਰ ਨੂੰ ਬੇਦਖ਼ਲ ਕਰਦੇ ਹਾਂ। (362, 361, 755, 389)
